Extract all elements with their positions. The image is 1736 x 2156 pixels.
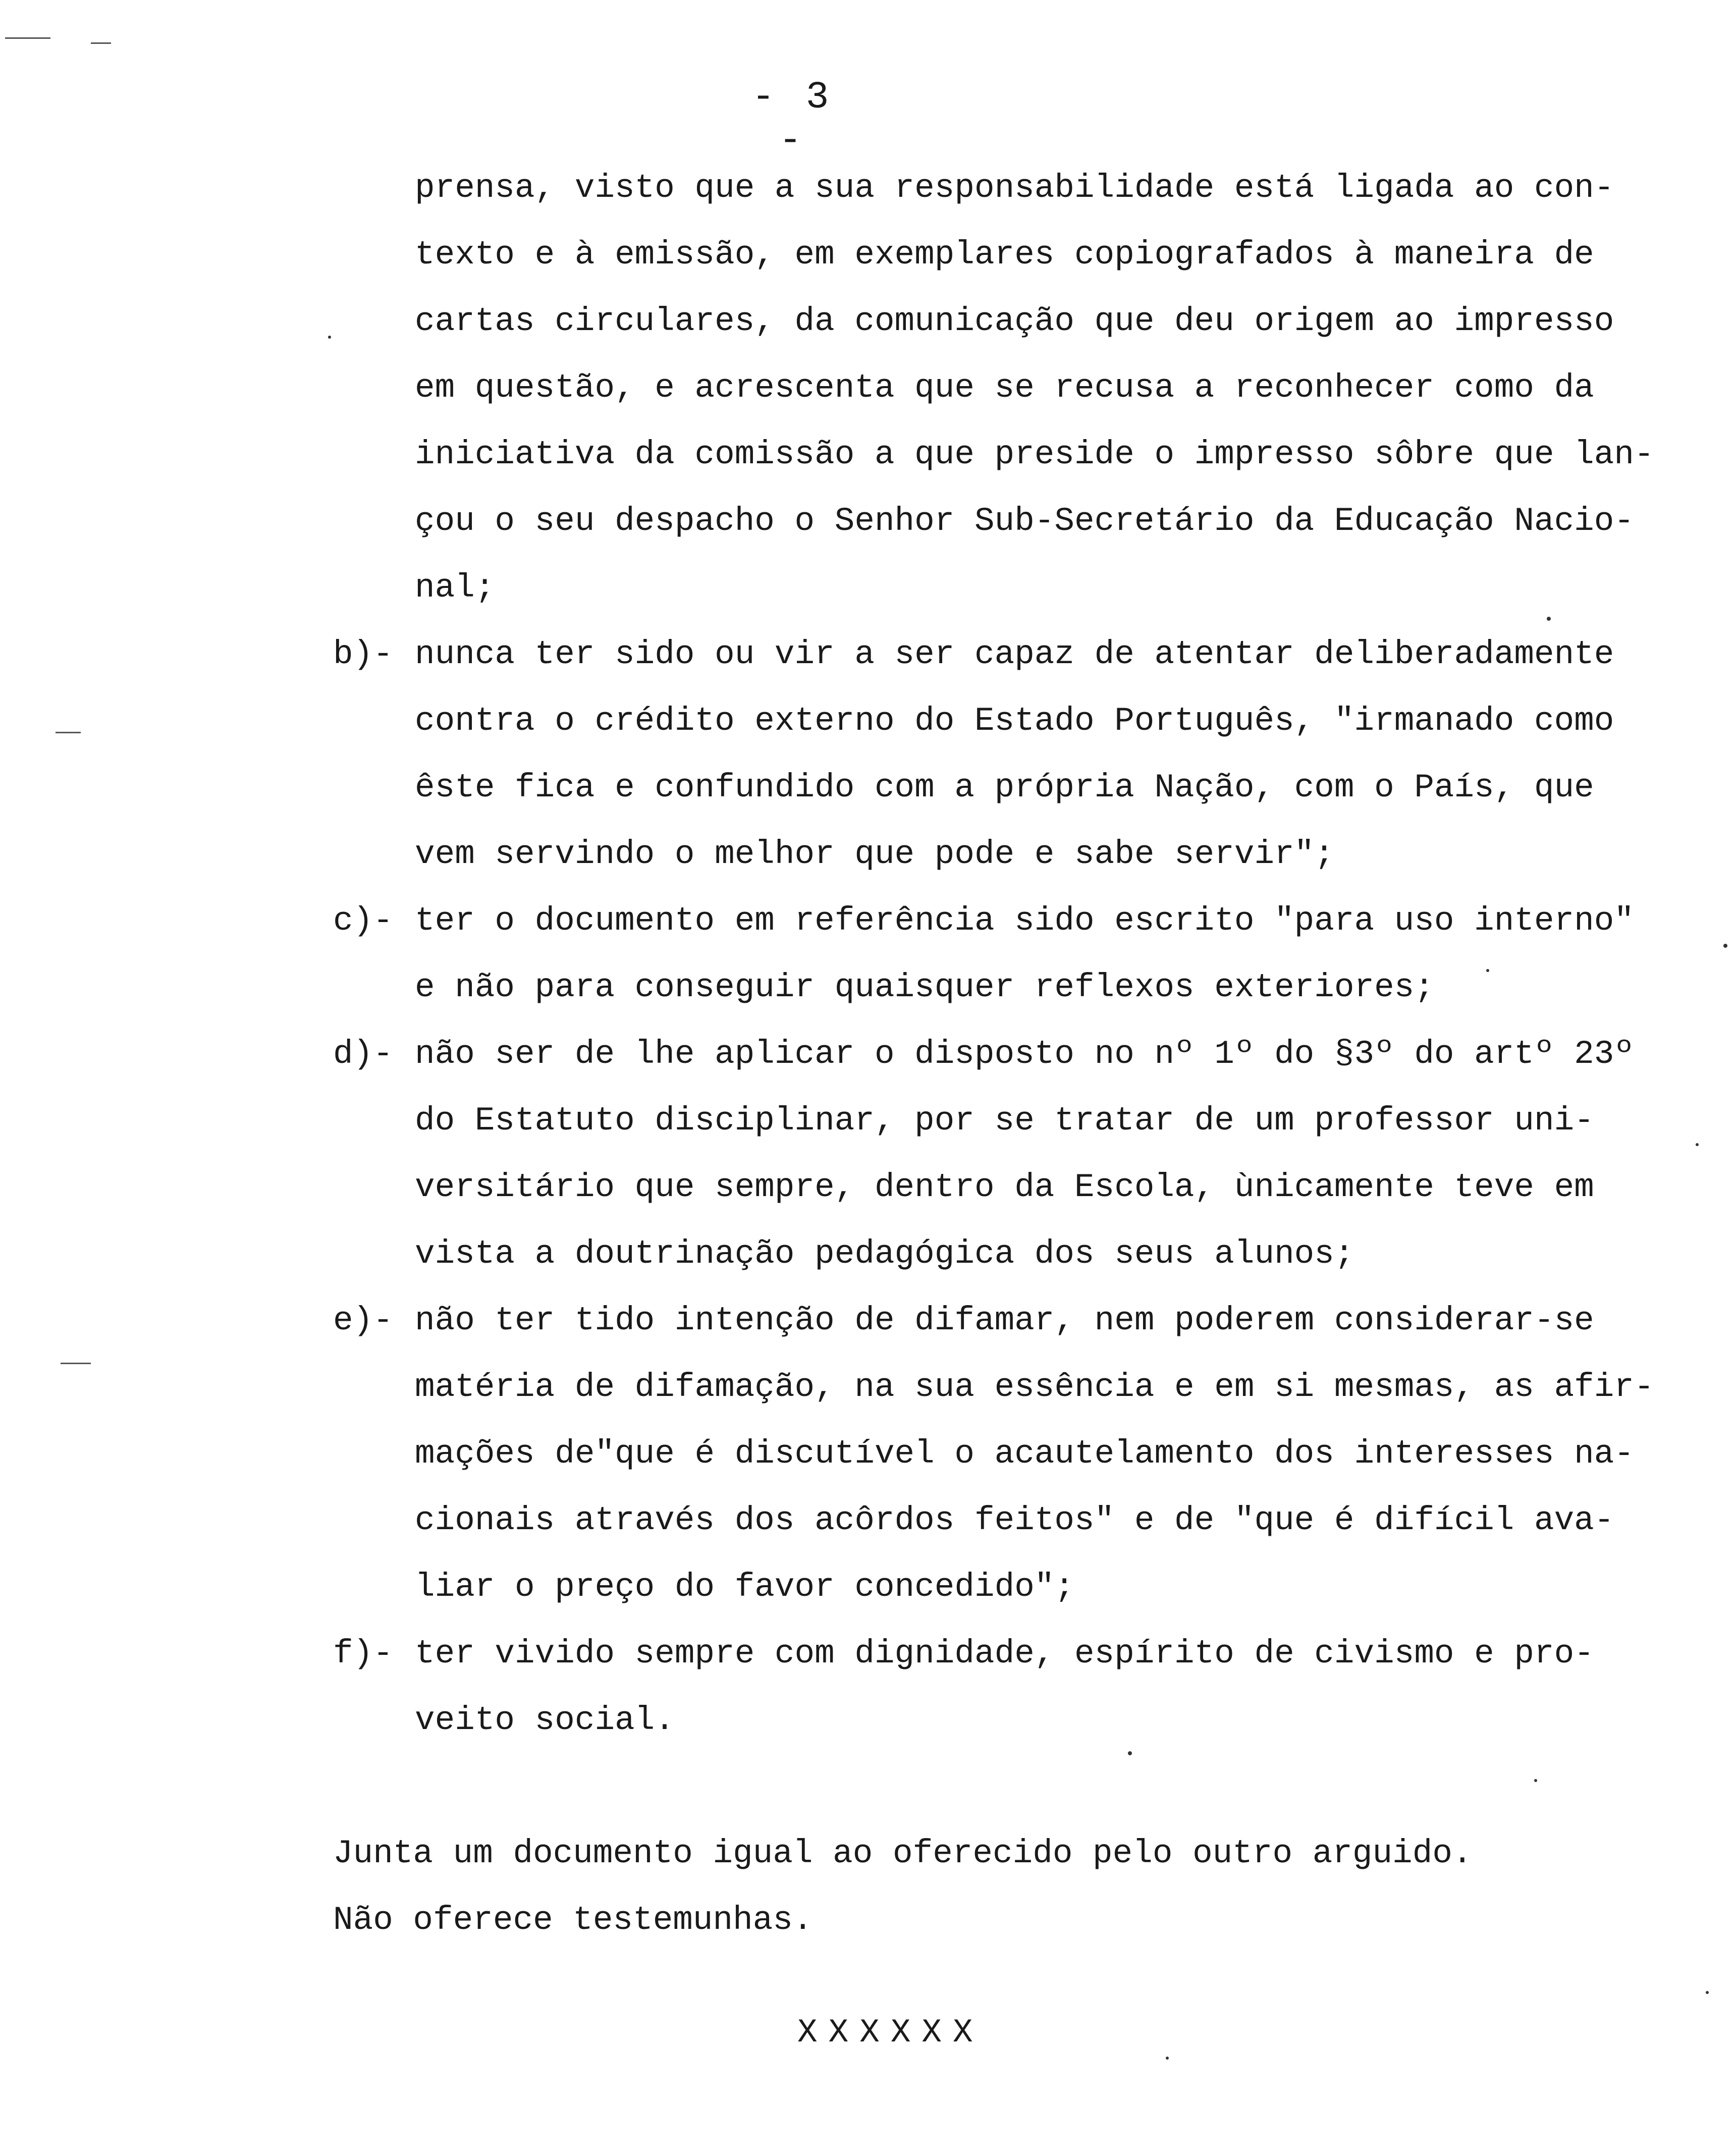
text-line: em questão, e acrescenta que se recusa a reconhecer como da — [415, 369, 1594, 407]
scan-artifact — [5, 37, 50, 39]
scan-speck — [1547, 617, 1551, 621]
list-item-f — [333, 1635, 1594, 1673]
text-line: vem servindo o melhor que pode e sabe servir"; — [415, 835, 1334, 873]
list-marker: c)- — [333, 902, 393, 940]
text-line: e não para conseguir quaisquer reflexos exteriores; — [415, 968, 1434, 1006]
list-item-e — [333, 1304, 1594, 1337]
scan-artifact — [61, 1363, 91, 1364]
scan-speck — [1706, 1991, 1709, 1994]
text-line: mações de"que é discutível o acautelamento dos interesses na- — [415, 1435, 1634, 1473]
text-line: versitário que sempre, dentro da Escola, ùnicamente teve em — [415, 1168, 1594, 1206]
scan-artifact — [91, 42, 111, 44]
text-line: texto e à emissão, em exemplares copiografados à maneira de — [415, 236, 1594, 274]
list-item-d — [333, 1035, 1634, 1073]
text-line: cartas circulares, da comunicação que deu origem ao impresso — [415, 302, 1614, 340]
list-item-c — [333, 904, 1634, 938]
text-line: çou o seu despacho o Senhor Sub-Secretário da Educação Nacio- — [415, 502, 1634, 540]
text-line: contra o crédito externo do Estado Português, "irmanado como — [415, 702, 1614, 740]
list-item-b — [333, 635, 1614, 673]
scan-speck — [1723, 944, 1727, 948]
text-line: vista a doutrinação pedagógica dos seus alunos; — [415, 1235, 1354, 1273]
list-marker: f)- — [333, 1635, 393, 1673]
scan-speck — [1534, 1779, 1537, 1782]
scan-speck — [1696, 1143, 1699, 1146]
list-marker: b)- — [333, 635, 393, 673]
closing-line: Junta um documento igual ao oferecido pelo outro arguido. — [333, 1835, 1473, 1872]
scan-speck — [1166, 2057, 1169, 2060]
end-mark: XXXXXX — [797, 2014, 984, 2052]
scan-speck — [1128, 1751, 1132, 1755]
text-line: veito social. — [415, 1701, 675, 1739]
text-line: cionais através dos acôrdos feitos" e de "que é difícil ava- — [415, 1501, 1614, 1539]
text-line: do Estatuto disciplinar, por se tratar de um professor uni- — [415, 1102, 1594, 1140]
list-marker: e)- — [333, 1302, 393, 1339]
scan-speck — [1486, 969, 1489, 972]
closing-line: Não oferece testemunhas. — [333, 1901, 813, 1939]
text-line: ter o documento em referência sido escrito "para uso interno" — [415, 902, 1634, 940]
text-line: ter vivido sempre com dignidade, espírito de civismo e pro- — [415, 1635, 1594, 1673]
text-line: não ter tido intenção de difamar, nem poderem considerar-se — [415, 1302, 1594, 1339]
text-line: não ser de lhe aplicar o disposto no nº 1º do §3º do artº 23º — [415, 1035, 1634, 1073]
scan-artifact — [56, 732, 81, 733]
text-line: liar o preço do favor concedido"; — [415, 1568, 1075, 1606]
text-line: nal; — [415, 569, 495, 607]
text-line: êste fica e confundido com a própria Nação, com o País, que — [415, 769, 1594, 806]
text-line: matéria de difamação, na sua essência e em si mesmas, as afir- — [415, 1368, 1654, 1406]
text-line: prensa, visto que a sua responsabilidade está ligada ao con- — [415, 169, 1614, 207]
page-number: - 3 - — [751, 76, 833, 163]
text-line: iniciativa da comissão a que preside o impresso sôbre que lan- — [415, 436, 1654, 473]
scan-speck — [328, 336, 331, 339]
list-marker: d)- — [333, 1035, 393, 1073]
text-line: nunca ter sido ou vir a ser capaz de atentar deliberadamente — [415, 635, 1614, 673]
